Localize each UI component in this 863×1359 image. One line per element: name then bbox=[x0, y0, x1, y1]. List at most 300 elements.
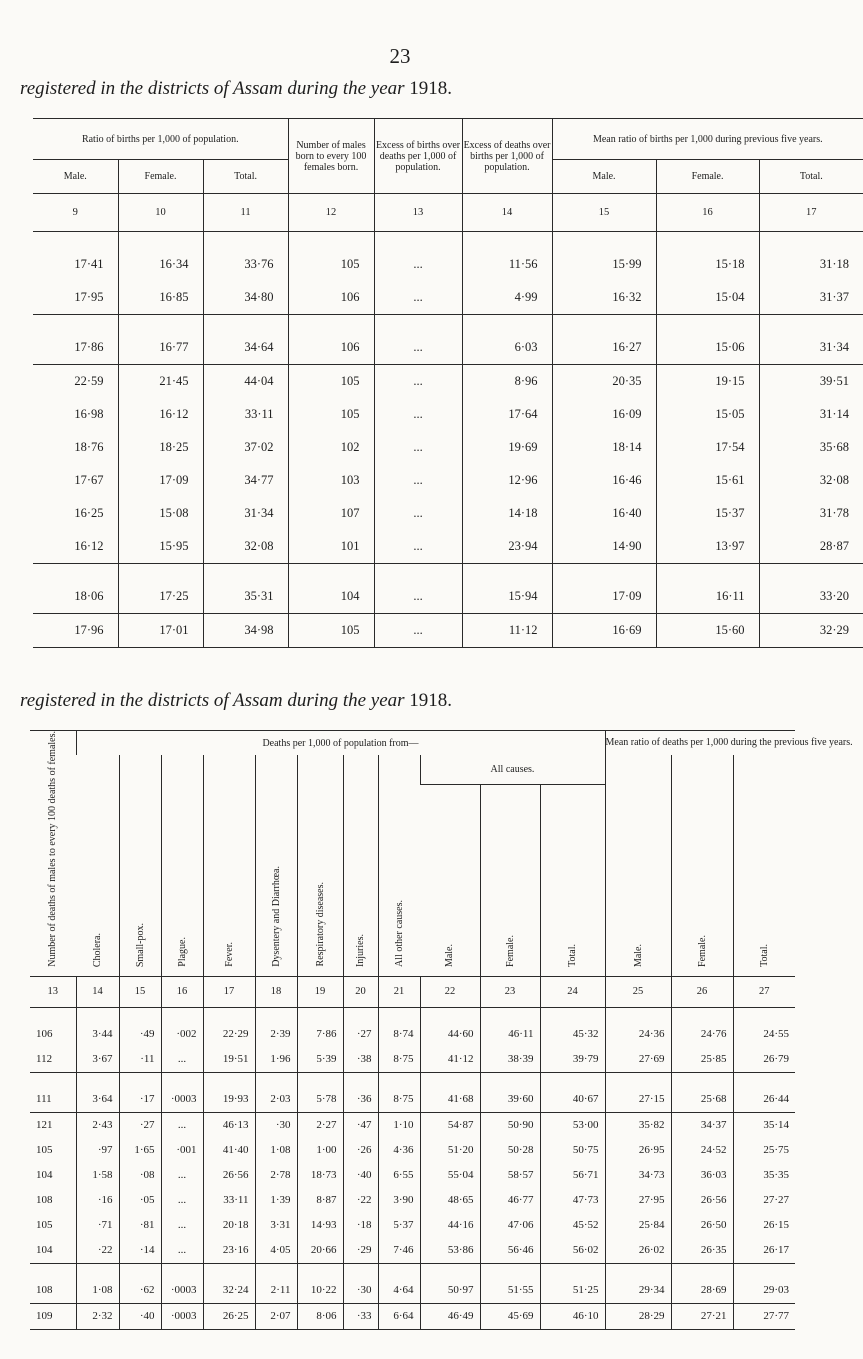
spacer-cell bbox=[118, 564, 203, 581]
table-cell: 105 bbox=[288, 398, 374, 431]
spacer-cell bbox=[33, 315, 118, 332]
spacer-cell bbox=[255, 1072, 297, 1087]
table-cell: 25·85 bbox=[671, 1047, 733, 1073]
column-number: 9 bbox=[33, 194, 118, 232]
table-cell: 34·77 bbox=[203, 464, 288, 497]
table-cell: 37·02 bbox=[203, 431, 288, 464]
table-cell: 15·99 bbox=[552, 248, 656, 281]
table-row bbox=[33, 464, 863, 497]
table-cell: 6·03 bbox=[462, 331, 552, 365]
table-cell: ·11 bbox=[119, 1047, 161, 1073]
table-cell: 14·93 bbox=[297, 1213, 343, 1238]
table-cell: 24·76 bbox=[671, 1022, 733, 1047]
table-row bbox=[33, 431, 863, 464]
table-cell: 26·25 bbox=[203, 1303, 255, 1329]
table-cell: 47·73 bbox=[540, 1188, 605, 1213]
column-number-row bbox=[33, 194, 863, 232]
spacer-cell bbox=[420, 1007, 480, 1022]
table-cell: 27·69 bbox=[605, 1047, 671, 1073]
birth-ratio-group-header: Ratio of births per 1,000 of population. bbox=[33, 119, 288, 160]
spacer-cell bbox=[733, 1007, 795, 1022]
table-cell: 44·60 bbox=[420, 1022, 480, 1047]
table-cell: ·0003 bbox=[161, 1303, 203, 1329]
spacer-row bbox=[33, 564, 863, 581]
table-cell: ·001 bbox=[161, 1138, 203, 1163]
table-cell: 46·10 bbox=[540, 1303, 605, 1329]
births-table-body bbox=[33, 232, 863, 648]
spacer-cell bbox=[30, 1263, 76, 1278]
dysentery-header: Dysentery and Diarrhœa. bbox=[255, 755, 297, 976]
spacer-cell bbox=[733, 1263, 795, 1278]
table-row bbox=[30, 1238, 795, 1264]
spacer-cell bbox=[118, 232, 203, 249]
spacer-cell bbox=[480, 1072, 540, 1087]
table-cell: 111 bbox=[30, 1087, 76, 1113]
table-cell: ·33 bbox=[343, 1303, 378, 1329]
column-number-row bbox=[30, 976, 795, 1007]
table-cell: 31·34 bbox=[759, 331, 863, 365]
table-cell: 36·03 bbox=[671, 1163, 733, 1188]
table-cell: 11·12 bbox=[462, 614, 552, 648]
table2-caption-year: 1918. bbox=[409, 690, 453, 711]
spacer-cell bbox=[552, 232, 656, 249]
table-cell: 16·12 bbox=[33, 530, 118, 564]
table-cell: ... bbox=[374, 248, 462, 281]
table-cell: 16·27 bbox=[552, 331, 656, 365]
table-cell: 26·44 bbox=[733, 1087, 795, 1113]
deaths-table bbox=[30, 730, 853, 1330]
table-cell: ... bbox=[161, 1238, 203, 1264]
table-cell: 46·77 bbox=[480, 1188, 540, 1213]
table-cell: 46·49 bbox=[420, 1303, 480, 1329]
table-cell: 17·95 bbox=[33, 281, 118, 315]
spacer-cell bbox=[480, 1007, 540, 1022]
table-cell: 8·06 bbox=[297, 1303, 343, 1329]
table-cell: 104 bbox=[288, 580, 374, 614]
spacer-row bbox=[30, 1007, 795, 1022]
table1-caption bbox=[20, 78, 452, 100]
table-cell: 26·02 bbox=[605, 1238, 671, 1264]
spacer-cell bbox=[552, 315, 656, 332]
table-cell: ·29 bbox=[343, 1238, 378, 1264]
spacer-cell bbox=[161, 1072, 203, 1087]
table-cell: 1·10 bbox=[378, 1112, 420, 1138]
spacer-cell bbox=[33, 232, 118, 249]
table-cell: 5·39 bbox=[297, 1047, 343, 1073]
table-cell: 14·90 bbox=[552, 530, 656, 564]
spacer-cell bbox=[374, 232, 462, 249]
table-cell: ... bbox=[374, 331, 462, 365]
plague-header: Plague. bbox=[161, 755, 203, 976]
excess-deaths-header: Excess of deaths over births per 1,000 of population. bbox=[462, 119, 552, 194]
page-number: 23 bbox=[389, 44, 411, 68]
table-cell: 17·09 bbox=[552, 580, 656, 614]
table-cell: ... bbox=[161, 1047, 203, 1073]
table-cell: 22·59 bbox=[74, 374, 104, 388]
table-cell: ·97 bbox=[76, 1138, 119, 1163]
spacer-cell bbox=[480, 1263, 540, 1278]
table-cell: 7·86 bbox=[297, 1022, 343, 1047]
table-cell: 106 bbox=[36, 1028, 53, 1041]
table-cell: 4·05 bbox=[255, 1238, 297, 1264]
table-cell: 54·87 bbox=[420, 1112, 480, 1138]
spacer-cell bbox=[462, 315, 552, 332]
table-row bbox=[30, 1303, 795, 1329]
table-cell: 16·69 bbox=[552, 614, 656, 648]
table-row bbox=[30, 1188, 795, 1213]
table-cell: 3·90 bbox=[378, 1188, 420, 1213]
mean-female-header: Female. bbox=[656, 160, 759, 194]
table-cell: 2·39 bbox=[255, 1022, 297, 1047]
table-cell: ... bbox=[374, 431, 462, 464]
table-cell: 16·25 bbox=[74, 506, 104, 520]
table-cell: 26·35 bbox=[671, 1238, 733, 1264]
mean-male-header: Male. bbox=[552, 160, 656, 194]
table-cell: 20·35 bbox=[552, 365, 656, 399]
table-cell: 46·11 bbox=[480, 1022, 540, 1047]
table-cell: 28·69 bbox=[671, 1278, 733, 1304]
spacer-cell bbox=[203, 1072, 255, 1087]
table-cell: ·27 bbox=[343, 1022, 378, 1047]
table2-caption bbox=[20, 690, 452, 712]
table-cell: 26·56 bbox=[671, 1188, 733, 1213]
table-cell: 45·52 bbox=[540, 1213, 605, 1238]
spacer-cell bbox=[378, 1072, 420, 1087]
table-cell: 8·75 bbox=[378, 1047, 420, 1073]
spacer-cell bbox=[605, 1007, 671, 1022]
table-cell: ·0003 bbox=[161, 1087, 203, 1113]
table-cell: 10·22 bbox=[297, 1278, 343, 1304]
table-cell: 112 bbox=[30, 1047, 76, 1073]
table-cell: 58·57 bbox=[480, 1163, 540, 1188]
deaths-per-1000-group-header: Deaths per 1,000 of population from— bbox=[76, 731, 605, 756]
table-cell: 4·64 bbox=[378, 1278, 420, 1304]
table-cell: 101 bbox=[288, 530, 374, 564]
table-cell: 27·27 bbox=[733, 1188, 795, 1213]
table-cell: 106 bbox=[288, 331, 374, 365]
table-cell: ... bbox=[374, 464, 462, 497]
spacer-cell bbox=[552, 564, 656, 581]
table-cell: 47·06 bbox=[480, 1213, 540, 1238]
column-number: 23 bbox=[480, 976, 540, 1007]
table-row bbox=[30, 1022, 795, 1047]
male-header: Male. bbox=[33, 160, 118, 194]
table-cell: 26·17 bbox=[733, 1238, 795, 1264]
table-cell: ·36 bbox=[343, 1087, 378, 1113]
female-header: Female. bbox=[118, 160, 203, 194]
spacer-cell bbox=[759, 232, 863, 249]
table-cell: 33·20 bbox=[759, 580, 863, 614]
table-cell: 16·40 bbox=[552, 497, 656, 530]
table-cell: 17·64 bbox=[462, 398, 552, 431]
table-cell: 12·96 bbox=[462, 464, 552, 497]
table-cell: 31·34 bbox=[203, 497, 288, 530]
spacer-cell bbox=[605, 1072, 671, 1087]
spacer-cell bbox=[656, 564, 759, 581]
spacer-row bbox=[30, 1263, 795, 1278]
table-cell: 24·36 bbox=[605, 1022, 671, 1047]
spacer-cell bbox=[33, 564, 118, 581]
table-cell: 27·15 bbox=[605, 1087, 671, 1113]
table-cell: 39·79 bbox=[540, 1047, 605, 1073]
table-cell: 34·64 bbox=[203, 331, 288, 365]
smallpox-header: Small-pox. bbox=[119, 755, 161, 976]
males-per-100-header: Number of males born to every 100 females born. bbox=[288, 119, 374, 194]
all-causes-group-header: All causes. bbox=[420, 755, 605, 784]
spacer-cell bbox=[76, 1007, 119, 1022]
table1-caption-text: registered in the districts of Assam during the year bbox=[20, 78, 405, 99]
table-cell: ·30 bbox=[255, 1112, 297, 1138]
table-cell: 34·37 bbox=[671, 1112, 733, 1138]
spacer-row bbox=[33, 232, 863, 249]
table-cell: 16·85 bbox=[118, 281, 203, 315]
table-cell: ·17 bbox=[119, 1087, 161, 1113]
spacer-cell bbox=[540, 1007, 605, 1022]
table-cell: 26·56 bbox=[203, 1163, 255, 1188]
table-cell: ·38 bbox=[343, 1047, 378, 1073]
spacer-cell bbox=[255, 1007, 297, 1022]
table-cell: 26·50 bbox=[671, 1213, 733, 1238]
table-cell: 3·31 bbox=[255, 1213, 297, 1238]
table-cell: 2·11 bbox=[255, 1278, 297, 1304]
table-row bbox=[30, 1213, 795, 1238]
table-cell: 48·65 bbox=[420, 1188, 480, 1213]
spacer-cell bbox=[161, 1263, 203, 1278]
table-cell: ... bbox=[161, 1163, 203, 1188]
table-cell: 3·67 bbox=[76, 1047, 119, 1073]
table-cell: 18·25 bbox=[118, 431, 203, 464]
all-causes-total-header: Total. bbox=[540, 784, 605, 976]
table-cell: 29·03 bbox=[733, 1278, 795, 1304]
table-cell: 15·61 bbox=[656, 464, 759, 497]
spacer-cell bbox=[203, 1007, 255, 1022]
table-cell: ·16 bbox=[76, 1188, 119, 1213]
table-cell: 2·27 bbox=[297, 1112, 343, 1138]
table-cell: ... bbox=[374, 281, 462, 315]
spacer-cell bbox=[540, 1263, 605, 1278]
spacer-cell bbox=[759, 315, 863, 332]
table-cell: 15·94 bbox=[462, 580, 552, 614]
table-cell: 102 bbox=[288, 431, 374, 464]
table-cell: ·40 bbox=[119, 1303, 161, 1329]
column-number: 13 bbox=[30, 976, 76, 1007]
table-cell: 26·15 bbox=[733, 1213, 795, 1238]
table-cell: 51·25 bbox=[540, 1278, 605, 1304]
spacer-cell bbox=[462, 232, 552, 249]
table-cell: ... bbox=[374, 398, 462, 431]
table-cell: 17·54 bbox=[656, 431, 759, 464]
table-cell: 53·00 bbox=[540, 1112, 605, 1138]
table-cell: 8·75 bbox=[378, 1087, 420, 1113]
table-cell: ·14 bbox=[119, 1238, 161, 1264]
spacer-cell bbox=[161, 1007, 203, 1022]
table-cell: 35·35 bbox=[733, 1163, 795, 1188]
table-row bbox=[30, 1087, 795, 1113]
table-cell: 20·66 bbox=[297, 1238, 343, 1264]
table-cell: 26·95 bbox=[605, 1138, 671, 1163]
table-cell: 17·67 bbox=[74, 473, 104, 487]
table-cell: 29·34 bbox=[605, 1278, 671, 1304]
spacer-cell bbox=[671, 1007, 733, 1022]
table-cell: 2·03 bbox=[255, 1087, 297, 1113]
table-cell: 40·67 bbox=[540, 1087, 605, 1113]
injuries-header: Injuries. bbox=[343, 755, 378, 976]
table-cell: 15·95 bbox=[118, 530, 203, 564]
table-row bbox=[33, 365, 863, 399]
table-cell: ·08 bbox=[119, 1163, 161, 1188]
table-cell: ·26 bbox=[343, 1138, 378, 1163]
table-cell: ... bbox=[161, 1213, 203, 1238]
table-cell: 15·05 bbox=[656, 398, 759, 431]
table-cell: 31·14 bbox=[759, 398, 863, 431]
table-cell: 24·52 bbox=[671, 1138, 733, 1163]
table-cell: 32·08 bbox=[759, 464, 863, 497]
column-number: 10 bbox=[118, 194, 203, 232]
table-cell: 17·41 bbox=[74, 257, 104, 271]
spacer-cell bbox=[343, 1007, 378, 1022]
column-number: 17 bbox=[759, 194, 863, 232]
table-cell: 50·75 bbox=[540, 1138, 605, 1163]
table-cell: 15·08 bbox=[118, 497, 203, 530]
spacer-cell bbox=[203, 1263, 255, 1278]
column-number: 15 bbox=[552, 194, 656, 232]
spacer-cell bbox=[288, 564, 374, 581]
table-row bbox=[33, 248, 863, 281]
spacer-cell bbox=[119, 1007, 161, 1022]
mean-male-header: Male. bbox=[605, 755, 671, 976]
table-cell: 56·02 bbox=[540, 1238, 605, 1264]
table-cell: 25·68 bbox=[671, 1087, 733, 1113]
table-cell: 19·15 bbox=[656, 365, 759, 399]
table-cell: ·18 bbox=[343, 1213, 378, 1238]
table-cell: 28·87 bbox=[759, 530, 863, 564]
table-cell: 105 bbox=[288, 365, 374, 399]
table-cell: 19·51 bbox=[203, 1047, 255, 1073]
table-cell: ... bbox=[374, 580, 462, 614]
table-cell: 13·97 bbox=[656, 530, 759, 564]
table-cell: 27·21 bbox=[671, 1303, 733, 1329]
table-cell: 39·51 bbox=[759, 365, 863, 399]
table-cell: 44·04 bbox=[203, 365, 288, 399]
mean-total-header: Total. bbox=[759, 160, 863, 194]
mean-birth-ratio-group-header: Mean ratio of births per 1,000 during previous five years. bbox=[552, 119, 863, 160]
table-cell: 18·76 bbox=[74, 440, 104, 454]
table-cell: 27·95 bbox=[605, 1188, 671, 1213]
table-cell: ·81 bbox=[119, 1213, 161, 1238]
other-causes-header: All other causes. bbox=[378, 755, 420, 976]
table-cell: 106 bbox=[288, 281, 374, 315]
table-cell: 35·31 bbox=[203, 580, 288, 614]
table-cell: 14·18 bbox=[462, 497, 552, 530]
table-cell: 16·09 bbox=[552, 398, 656, 431]
column-number: 20 bbox=[343, 976, 378, 1007]
spacer-cell bbox=[118, 315, 203, 332]
table-cell: ·22 bbox=[76, 1238, 119, 1264]
all-causes-female-header: Female. bbox=[480, 784, 540, 976]
table-cell: ·05 bbox=[119, 1188, 161, 1213]
table-cell: ·27 bbox=[119, 1112, 161, 1138]
table-cell: 3·64 bbox=[76, 1087, 119, 1113]
table-cell: 6·64 bbox=[378, 1303, 420, 1329]
table-cell: 31·37 bbox=[759, 281, 863, 315]
table-cell: 33·11 bbox=[203, 398, 288, 431]
table-cell: 34·73 bbox=[605, 1163, 671, 1188]
fever-header: Fever. bbox=[203, 755, 255, 976]
table-cell: 46·13 bbox=[203, 1112, 255, 1138]
spacer-cell bbox=[540, 1072, 605, 1087]
table-cell: 15·37 bbox=[656, 497, 759, 530]
column-number: 18 bbox=[255, 976, 297, 1007]
all-causes-male-header: Male. bbox=[444, 943, 456, 967]
column-number: 24 bbox=[540, 976, 605, 1007]
column-number: 25 bbox=[605, 976, 671, 1007]
excess-births-header: Excess of births over deaths per 1,000 of population. bbox=[374, 119, 462, 194]
table-cell: 2·43 bbox=[76, 1112, 119, 1138]
table-cell: 4·99 bbox=[462, 281, 552, 315]
spacer-cell bbox=[255, 1263, 297, 1278]
spacer-cell bbox=[297, 1007, 343, 1022]
table-cell: 1·08 bbox=[76, 1278, 119, 1304]
table-cell: 1·08 bbox=[255, 1138, 297, 1163]
table-cell: 35·14 bbox=[733, 1112, 795, 1138]
table-cell: 27·77 bbox=[733, 1303, 795, 1329]
table-cell: 22·29 bbox=[203, 1022, 255, 1047]
table-cell: 109 bbox=[36, 1310, 53, 1323]
table-cell: 108 bbox=[30, 1278, 76, 1304]
spacer-cell bbox=[119, 1072, 161, 1087]
table-cell: ·47 bbox=[343, 1112, 378, 1138]
table-cell: 25·84 bbox=[605, 1213, 671, 1238]
table-cell: ·49 bbox=[119, 1022, 161, 1047]
spacer-cell bbox=[605, 1263, 671, 1278]
total-header: Total. bbox=[203, 160, 288, 194]
table-cell: 18·14 bbox=[552, 431, 656, 464]
table-cell: 41·68 bbox=[420, 1087, 480, 1113]
table-cell: 19·69 bbox=[462, 431, 552, 464]
table-cell: 15·04 bbox=[656, 281, 759, 315]
table-cell: 105 bbox=[36, 1144, 53, 1157]
table1-caption-year: 1918. bbox=[409, 78, 453, 99]
spacer-cell bbox=[76, 1072, 119, 1087]
table-row bbox=[30, 1047, 795, 1073]
table-cell: 50·97 bbox=[420, 1278, 480, 1304]
table-cell: 39·60 bbox=[480, 1087, 540, 1113]
table-cell: 16·98 bbox=[74, 407, 104, 421]
spacer-cell bbox=[656, 232, 759, 249]
table-cell: 32·08 bbox=[203, 530, 288, 564]
table-cell: 2·07 bbox=[255, 1303, 297, 1329]
table-cell: ·002 bbox=[161, 1022, 203, 1047]
table-cell: ·0003 bbox=[161, 1278, 203, 1304]
spacer-cell bbox=[420, 1263, 480, 1278]
table-row bbox=[33, 281, 863, 315]
table-cell: 18·06 bbox=[33, 580, 118, 614]
table-cell: 26·79 bbox=[733, 1047, 795, 1073]
spacer-cell bbox=[759, 564, 863, 581]
table-cell: 103 bbox=[288, 464, 374, 497]
column-number: 14 bbox=[76, 976, 119, 1007]
table-cell: 17·25 bbox=[118, 580, 203, 614]
table-cell: 50·28 bbox=[480, 1138, 540, 1163]
spacer-cell bbox=[733, 1072, 795, 1087]
table-row bbox=[33, 530, 863, 564]
spacer-cell bbox=[374, 564, 462, 581]
table-cell: 8·74 bbox=[378, 1022, 420, 1047]
table-cell: 107 bbox=[288, 497, 374, 530]
column-number: 16 bbox=[161, 976, 203, 1007]
spacer-cell bbox=[203, 564, 288, 581]
table-cell: 17·09 bbox=[118, 464, 203, 497]
